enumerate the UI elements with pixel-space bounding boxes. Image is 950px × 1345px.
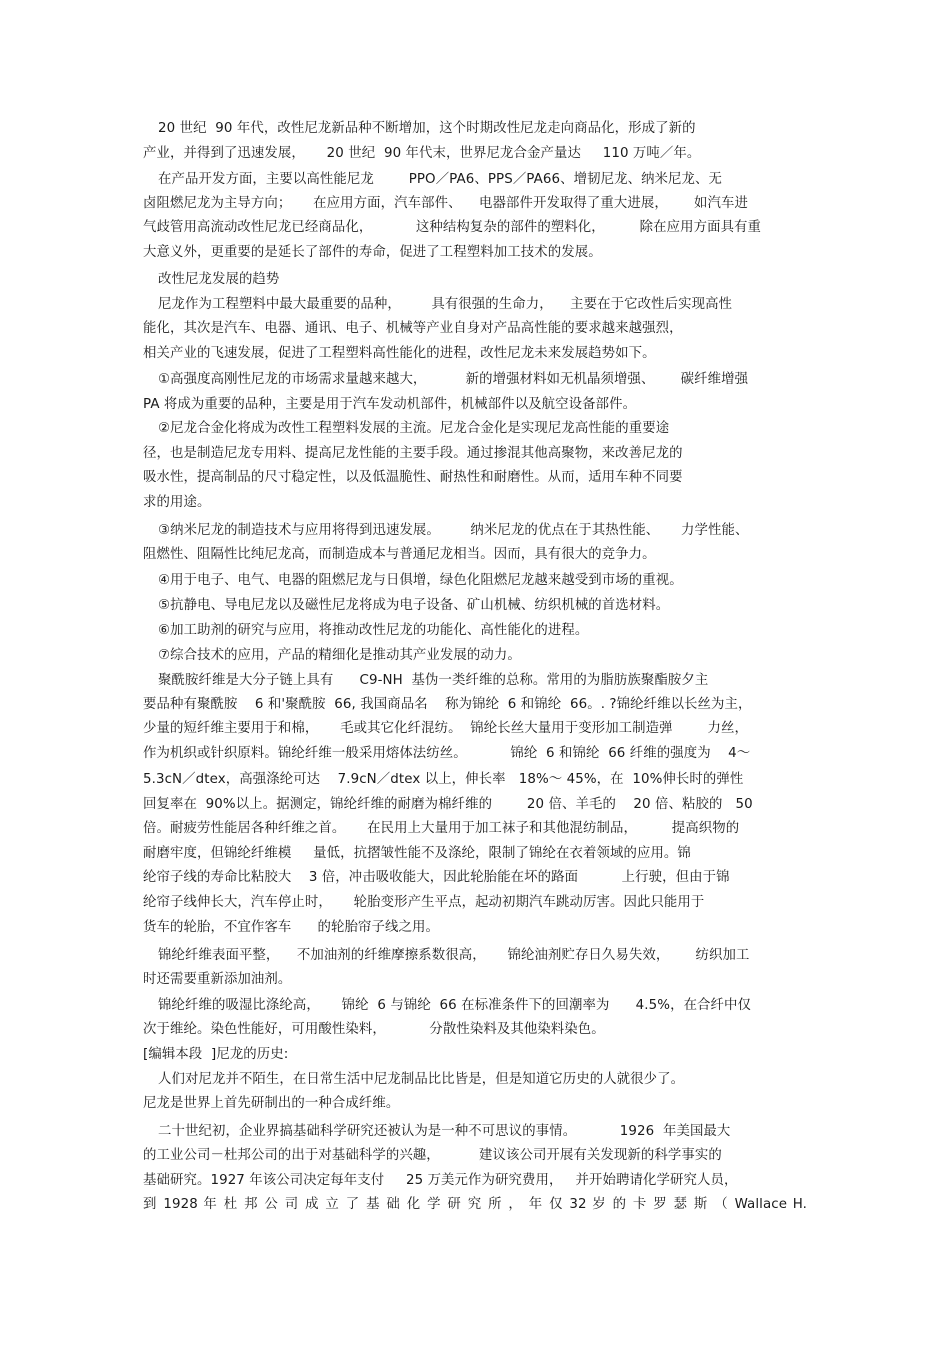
text-line: 聚酰胺纤维是大分子链上具有 C9-NH 基伪一类纤维的总称。常用的为脂肪族聚酯胺夕主 bbox=[158, 673, 709, 688]
text-line: 卤阻燃尼龙为主导方向； 在应用方面，汽车部件、 电器部件开发取得了重大进展， 如汽车进 bbox=[143, 196, 748, 211]
text-line: 径，也是制造尼龙专用料、提高尼龙性能的主要手段。通过掺混其他高聚物，来改善尼龙的 bbox=[143, 446, 683, 461]
text-line: 在产品开发方面，主要以高性能尼龙 PPO／PA6、PPS／PA66、增韧尼龙、纳米尼龙、无 bbox=[158, 172, 723, 187]
text-line: 纶帘子线伸长大，汽车停止时， 轮胎变形产生平点，起动初期汽车跳动厉害。因此只能用于 bbox=[143, 895, 705, 910]
list-item: ⑤抗静电、导电尼龙以及磁性尼龙将成为电子设备、矿山机械、纺织机械的首选材料。 bbox=[158, 598, 670, 613]
list-item: ⑦综合技术的应用，产品的精细化是推动其产业发展的动力。 bbox=[158, 648, 521, 663]
text-line: 纶帘子线的寿命比粘胶大 3 倍，冲击吸收能大，因此轮胎能在坏的路面 上行驶，但由于锦 bbox=[143, 870, 730, 885]
text-line: 大意义外，更重要的是延长了部件的寿命，促进了工程塑料加工技术的发展。 bbox=[143, 245, 602, 260]
text-line: 时还需要重新添加油剂。 bbox=[143, 972, 292, 987]
text-line: 耐磨牢度，但锦纶纤维模 量低，抗摺皱性能不及涤纶，限制了锦纶在衣着领域的应用。锦 bbox=[143, 846, 691, 861]
text-line: 相关产业的飞速发展，促进了工程塑料高性能化的进程，改性尼龙未来发展趋势如下。 bbox=[143, 346, 656, 361]
text-line: 产业，并得到了迅速发展， 20 世纪 90 年代末，世界尼龙合金产量达 110 万吨／年。 bbox=[143, 146, 701, 161]
section-heading: [编辑本段 ]尼龙的历史: bbox=[143, 1047, 289, 1062]
text-line: 货车的轮胎，不宜作客车 的轮胎帘子线之用。 bbox=[143, 920, 439, 935]
text-line: 倍。耐疲劳性能居各种纤维之首。 在民用上大量用于加工袜子和其他混纺制品， 提高织物的 bbox=[143, 821, 740, 836]
text-line: 阻燃性、阻隔性比纯尼龙高，而制造成本与普通尼龙相当。因而，具有很大的竞争力。 bbox=[143, 547, 656, 562]
text-line: 少量的短纤维主要用于和棉， 毛或其它化纤混纺。 锦纶长丝大量用于变形加工制造弹 力丝， bbox=[143, 721, 748, 736]
list-item: ⑥加工助剂的研究与应用，将推动改性尼龙的功能化、高性能化的进程。 bbox=[158, 623, 589, 638]
text-line: 吸水性，提高制品的尺寸稳定性，以及低温脆性、耐热性和耐磨性。从而，适用车种不同要 bbox=[143, 470, 683, 485]
text-line: 锦纶纤维的吸湿比涤纶高， 锦纶 6 与锦纶 66 在标准条件下的回潮率为 4.5%，在合纤中仅 bbox=[158, 998, 752, 1013]
text-line: 二十世纪初，企业界搞基础科学研究还被认为是一种不可思议的事情。 1926 年美国最大 bbox=[158, 1124, 731, 1139]
text-line: 回复率在 90%以上。据测定，锦纶纤维的耐磨为棉纤维的 20 倍、羊毛的 20 倍、粘胶的 50 bbox=[143, 797, 753, 812]
text-line: 锦纶纤维表面平整， 不加油剂的纤维摩擦系数很高， 锦纶油剂贮存日久易失效， 纺织加工 bbox=[158, 948, 750, 963]
text-line: 到 1928 年 杜 邦 公 司 成 立 了 基 础 化 学 研 究 所 ， 年 仅 32 岁 的 卡 罗 瑟 斯 （ Wallace H. bbox=[143, 1197, 807, 1212]
text-line: 要品种有聚酰胺 6 和'聚酰胺 66, 我国商品名 称为锦纶 6 和锦纶 66。. ?锦纶纤维以长丝为主， bbox=[143, 697, 752, 712]
text-line: 求的用途。 bbox=[143, 495, 211, 510]
list-item: ③纳米尼龙的制造技术与应用将得到迅速发展。 纳米尼龙的优点在于其热性能、 力学性能、 bbox=[158, 523, 749, 538]
text-line: 的工业公司－杜邦公司的出于对基础科学的兴趣， 建议该公司开展有关发现新的科学事实的 bbox=[143, 1148, 722, 1163]
text-line: 人们对尼龙并不陌生，在日常生活中尼龙制品比比皆是，但是知道它历史的人就很少了。 bbox=[158, 1072, 685, 1087]
text-line: 次于维纶。染色性能好，可用酸性染料， 分散性染料及其他染料染色。 bbox=[143, 1022, 605, 1037]
text-line: 作为机织或针织原料。锦纶纤维一般采用熔体法纺丝。 锦纶 6 和锦纶 66 纤维的强度为 4～ bbox=[143, 746, 751, 761]
text-line: 20 世纪 90 年代，改性尼龙新品种不断增加，这个时期改性尼龙走向商品化，形成了新的 bbox=[158, 121, 696, 136]
list-item: ①高强度高刚性尼龙的市场需求量越来越大， 新的增强材料如无机晶须增强、 碳纤维增强 bbox=[158, 372, 749, 387]
text-line: 气歧管用高流动改性尼龙已经商品化， 这种结构复杂的部件的塑料化， 除在应用方面具有重 bbox=[143, 220, 762, 235]
list-item: ④用于电子、电气、电器的阻燃尼龙与日俱增，绿色化阻燃尼龙越来越受到市场的重视。 bbox=[158, 573, 683, 588]
text-line: 尼龙是世界上首先研制出的一种合成纤维。 bbox=[143, 1096, 400, 1111]
section-heading: 改性尼龙发展的趋势 bbox=[158, 272, 280, 287]
text-line: PA 将成为重要的品种，主要是用于汽车发动机部件，机械部件以及航空设备部件。 bbox=[143, 397, 637, 412]
text-line: 尼龙作为工程塑料中最大最重要的品种， 具有很强的生命力， 主要在于它改性后实现高性 bbox=[158, 297, 733, 312]
list-item: ②尼龙合金化将成为改性工程塑料发展的主流。尼龙合金化是实现尼龙高性能的重要途 bbox=[158, 421, 670, 436]
text-line: 基础研究。1927 年该公司决定每年支付 25 万美元作为研究费用， 并开始聘请化学研究人员， bbox=[143, 1173, 738, 1188]
text-line: 能化，其次是汽车、电器、通讯、电子、机械等产业自身对产品高性能的要求越来越强烈， bbox=[143, 321, 683, 336]
text-line: 5.3cN／dtex，高强涤纶可达 7.9cN／dtex 以上，伸长率 18%～ 45%，在 10%伸长时的弹性 bbox=[143, 772, 744, 787]
